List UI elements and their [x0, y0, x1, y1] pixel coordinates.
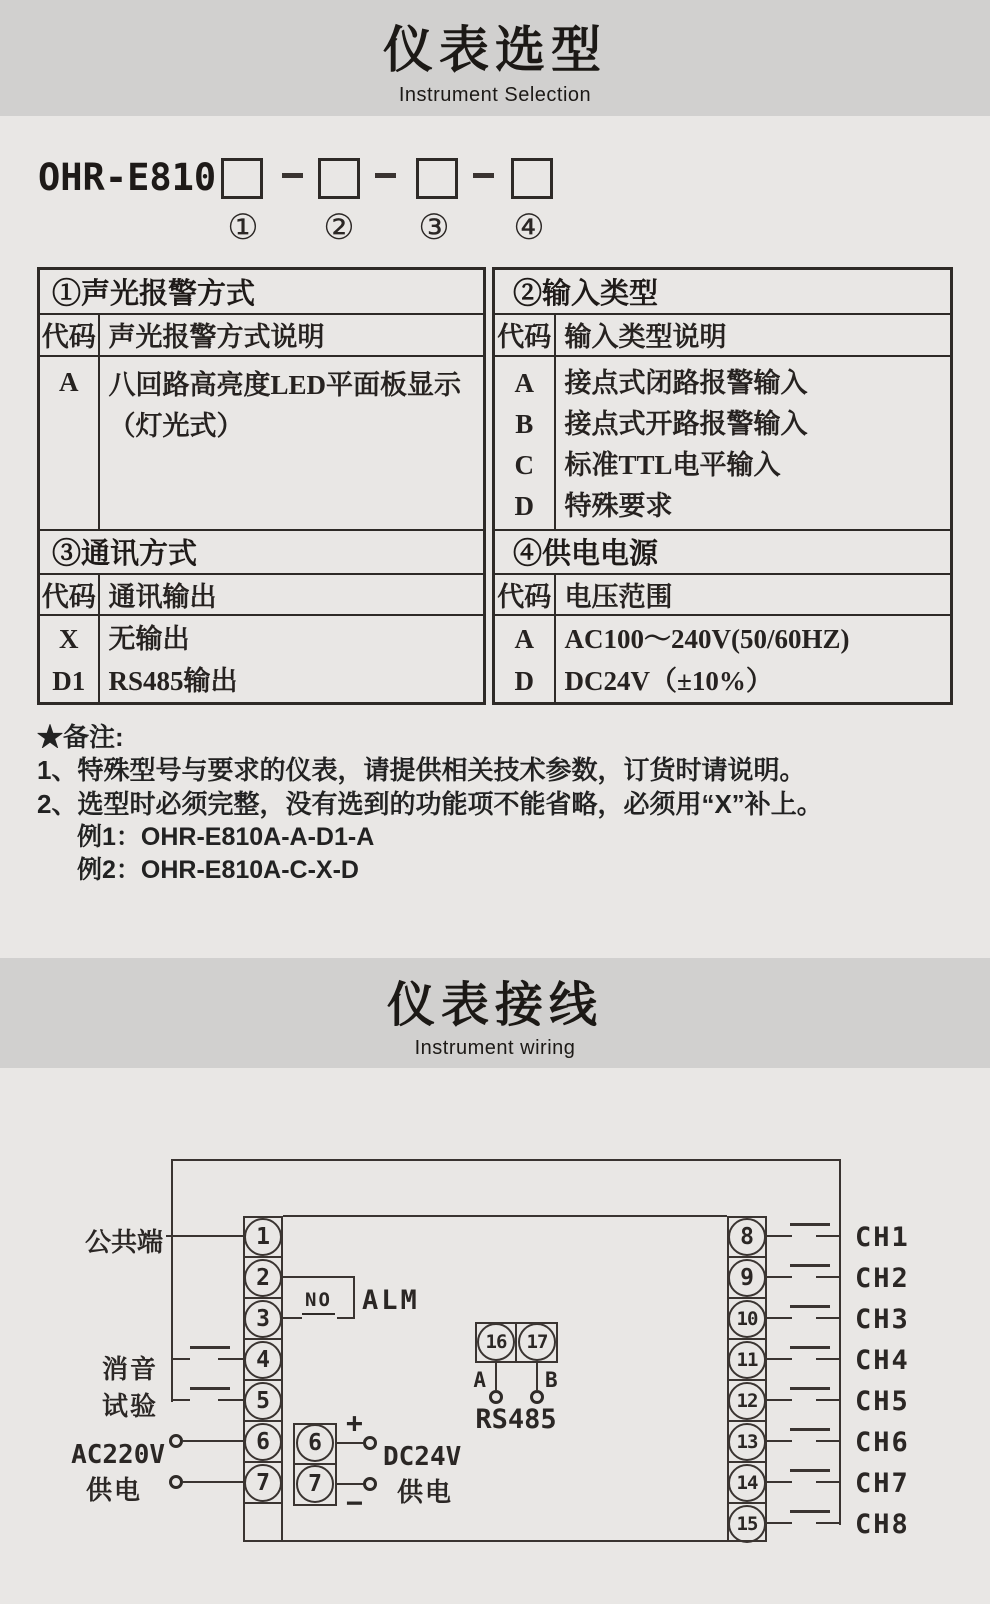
rs485-a-label: A	[473, 1368, 486, 1392]
note-example-1: 例1：OHR-E810A-A-D1-A	[77, 823, 375, 851]
terminal-5	[244, 1382, 282, 1420]
terminal-16-number: 16	[485, 1331, 507, 1353]
terminal-4	[244, 1341, 282, 1379]
left-strip-divider	[243, 1379, 283, 1381]
comm-desc-X: 无输出	[108, 623, 190, 654]
terminal-10	[728, 1300, 766, 1338]
ch3-wire-left	[767, 1317, 792, 1319]
input-type-header: ②输入类型	[494, 269, 952, 314]
comm-mode-header: ③通讯方式	[39, 530, 485, 574]
alarm-col-code: 代码	[39, 314, 99, 356]
power-code-D: D	[514, 665, 534, 696]
input-code-D: D	[514, 490, 534, 521]
alm-label: ALM	[362, 1285, 420, 1316]
terminal-17-number: 17	[526, 1331, 548, 1353]
ch4-wire-left	[767, 1358, 792, 1360]
selection-section	[0, 116, 990, 958]
right-strip-divider	[727, 1297, 767, 1299]
left-strip-divider	[243, 1297, 283, 1299]
terminal-5-number: 5	[256, 1388, 270, 1414]
alm-contact-left	[283, 1317, 302, 1319]
alm-box-right	[353, 1276, 355, 1319]
ac-wire-bottom	[183, 1481, 243, 1483]
right-strip-divider	[727, 1338, 767, 1340]
ch3-wire-right	[816, 1317, 839, 1319]
comm-code-X: X	[59, 623, 79, 654]
common-wire	[166, 1235, 243, 1237]
ch1-contact-bar	[790, 1223, 830, 1226]
rs485-lead-a	[495, 1363, 497, 1390]
dc-terminal-6	[296, 1424, 334, 1462]
dc-plus-sign: +	[346, 1406, 363, 1439]
dc-power-label-2: 供电	[397, 1477, 454, 1507]
ch1-label: CH1	[855, 1222, 910, 1253]
comm-code-D1: D1	[52, 665, 86, 696]
power-col-code: 代码	[494, 574, 555, 615]
terminal-12-number: 12	[736, 1390, 758, 1412]
dc-lug-minus	[363, 1477, 377, 1491]
bus-left-line	[171, 1159, 173, 1402]
terminal-11	[728, 1341, 766, 1379]
terminal-14	[728, 1464, 766, 1502]
dc-wire-plus	[335, 1442, 363, 1444]
terminal-9-number: 9	[740, 1265, 754, 1291]
terminal-8-number: 8	[740, 1224, 754, 1250]
ch5-wire-right	[816, 1399, 839, 1401]
selection-table-left	[37, 267, 486, 705]
left-strip-divider	[243, 1502, 283, 1504]
wiring-subtitle: Instrument wiring	[414, 1037, 576, 1059]
comm-desc-D1: RS485输出	[108, 665, 238, 696]
right-strip-divider	[727, 1461, 767, 1463]
alm-no-label: NO	[302, 1289, 335, 1315]
ch5-label: CH5	[855, 1386, 910, 1417]
common-terminal-label: 公共端	[84, 1227, 163, 1257]
note-line-1: 1、特殊型号与要求的仪表，请提供相关技术参数，订货时请说明。	[37, 755, 806, 785]
mute-wire-right	[218, 1358, 243, 1360]
ch8-wire-right	[816, 1522, 839, 1524]
terminal-2	[244, 1259, 282, 1297]
ch5-contact-bar	[790, 1387, 830, 1390]
terminal-11-number: 11	[736, 1349, 758, 1371]
test-contact-bar	[190, 1387, 230, 1390]
model-dash-1	[282, 173, 303, 178]
power-col-desc: 电压范围	[555, 574, 952, 615]
right-strip-divider	[727, 1256, 767, 1258]
terminal-3-number: 3	[256, 1306, 270, 1332]
terminal-13-number: 13	[736, 1431, 758, 1453]
bus-top-line	[171, 1159, 841, 1161]
ch4-label: CH4	[855, 1345, 910, 1376]
notes-title: ★备注:	[37, 722, 124, 752]
selection-table-right	[492, 267, 953, 705]
terminal-7-number: 7	[256, 1470, 270, 1496]
rs485-lug-a	[489, 1390, 503, 1404]
right-strip-divider	[727, 1420, 767, 1422]
ch5-wire-left	[767, 1399, 792, 1401]
terminal-13	[728, 1423, 766, 1461]
ch2-wire-right	[816, 1276, 839, 1278]
terminal-15	[728, 1505, 766, 1543]
ch1-wire-right	[816, 1235, 839, 1237]
dc-minus-sign: −	[346, 1486, 363, 1519]
terminal-3	[244, 1300, 282, 1338]
alarm-code-A: A	[39, 356, 99, 530]
power-code-A: A	[514, 623, 534, 654]
dc-power-label: DC24V	[383, 1442, 462, 1472]
ch7-wire-right	[816, 1481, 839, 1483]
ch3-label: CH3	[855, 1304, 910, 1335]
ch6-label: CH6	[855, 1427, 910, 1458]
ac-power-label: AC220V	[71, 1440, 165, 1470]
ch7-contact-bar	[790, 1469, 830, 1472]
mute-contact-bar	[190, 1346, 230, 1349]
selection-title: 仪表选型	[383, 21, 607, 78]
ch2-wire-left	[767, 1276, 792, 1278]
model-slot-box-1	[221, 158, 263, 199]
dc-terminal-7-number: 7	[308, 1471, 322, 1497]
model-dash-2	[375, 173, 396, 178]
slot-mark-4: ④	[513, 208, 545, 247]
dc-terminal-7	[296, 1465, 334, 1503]
terminal-10-number: 10	[736, 1308, 758, 1330]
right-strip-divider	[727, 1379, 767, 1381]
input-desc-A: 接点式闭路报警输入	[564, 367, 808, 398]
selection-header-band	[0, 0, 990, 116]
dc-lug-plus	[363, 1436, 377, 1450]
slot-mark-2: ②	[323, 208, 355, 247]
input-col-code: 代码	[494, 314, 555, 356]
ch7-label: CH7	[855, 1468, 910, 1499]
ch2-label: CH2	[855, 1263, 910, 1294]
alm-contact-right	[337, 1317, 355, 1319]
ac-power-label-2: 供电	[85, 1475, 142, 1505]
wiring-header-band	[0, 958, 990, 1068]
alarm-mode-header: ①声光报警方式	[39, 269, 485, 314]
ch6-wire-right	[816, 1440, 839, 1442]
ch1-wire-left	[767, 1235, 792, 1237]
terminal-17	[518, 1323, 556, 1361]
terminal-1	[244, 1218, 282, 1256]
model-slot-box-3	[416, 158, 458, 199]
note-line-2: 2、选型时必须完整，没有选到的功能项不能省略，必须用“X”补上。	[37, 789, 823, 819]
power-desc-D: DC24V（±10%）	[564, 665, 773, 696]
rs485-block-divider	[515, 1322, 517, 1363]
left-strip-divider	[243, 1256, 283, 1258]
rs485-label: RS485	[475, 1404, 557, 1435]
rs485-lead-b	[536, 1363, 538, 1390]
terminal-1-number: 1	[256, 1224, 270, 1250]
case-top-line	[283, 1215, 727, 1217]
case-bottom-line	[243, 1540, 767, 1542]
terminal-7	[244, 1464, 282, 1502]
ch6-wire-left	[767, 1440, 792, 1442]
ch6-contact-bar	[790, 1428, 830, 1431]
ch8-label: CH8	[855, 1509, 910, 1540]
slot-mark-1: ①	[227, 208, 259, 247]
wiring-title: 仪表接线	[386, 979, 603, 1032]
model-slot-box-2	[318, 158, 360, 199]
ch4-wire-right	[816, 1358, 839, 1360]
rs485-lug-b	[530, 1390, 544, 1404]
selection-subtitle: Instrument Selection	[398, 83, 592, 106]
mute-label: 消音	[102, 1354, 159, 1384]
mute-wire-left	[171, 1358, 190, 1360]
input-code-C: C	[514, 449, 534, 480]
terminal-2-number: 2	[256, 1265, 270, 1291]
input-code-A: A	[514, 367, 534, 398]
test-wire-left	[171, 1399, 190, 1401]
ac-lug-bottom	[169, 1475, 183, 1489]
alm-box-top	[283, 1276, 355, 1278]
left-strip-divider	[243, 1420, 283, 1422]
terminal-4-number: 4	[256, 1347, 270, 1373]
ac-lug-top	[169, 1434, 183, 1448]
slot-mark-3: ③	[418, 208, 450, 247]
terminal-12	[728, 1382, 766, 1420]
ch8-wire-left	[767, 1522, 792, 1524]
note-example-2: 例2：OHR-E810A-C-X-D	[77, 856, 359, 884]
test-wire-right	[218, 1399, 243, 1401]
alarm-desc-line1: 八回路高亮度LED平面板显示	[108, 369, 462, 400]
comm-col-code: 代码	[39, 574, 99, 615]
ch2-contact-bar	[790, 1264, 830, 1267]
right-strip-divider	[727, 1502, 767, 1504]
ch8-contact-bar	[790, 1510, 830, 1513]
wiring-diagram	[0, 1068, 990, 1604]
terminal-9	[728, 1259, 766, 1297]
rs485-b-label: B	[545, 1368, 558, 1392]
terminal-15-number: 15	[736, 1513, 758, 1535]
model-prefix: OHR-E810	[38, 156, 217, 199]
input-col-desc: 输入类型说明	[555, 314, 952, 356]
model-slot-box-4	[511, 158, 553, 199]
power-desc-A: AC100～240V(50/60HZ)	[564, 623, 850, 654]
ch3-contact-bar	[790, 1305, 830, 1308]
left-strip-divider	[243, 1338, 283, 1340]
ch4-contact-bar	[790, 1346, 830, 1349]
comm-col-desc: 通讯输出	[99, 574, 485, 615]
terminal-6	[244, 1423, 282, 1461]
input-code-B: B	[515, 408, 534, 439]
alarm-col-desc: 声光报警方式说明	[99, 314, 485, 356]
ch7-wire-left	[767, 1481, 792, 1483]
bus-right-line	[839, 1159, 841, 1525]
terminal-14-number: 14	[736, 1472, 758, 1494]
alarm-desc-line2: （灯光式）	[108, 410, 244, 441]
model-dash-3	[473, 173, 494, 178]
dc-terminal-6-number: 6	[308, 1430, 322, 1456]
terminal-16	[477, 1323, 515, 1361]
ac-wire-top	[183, 1440, 243, 1442]
input-desc-D: 特殊要求	[564, 490, 673, 521]
input-desc-C: 标准TTL电平输入	[564, 449, 781, 480]
left-strip-divider	[243, 1461, 283, 1463]
input-desc-B: 接点式开路报警输入	[564, 408, 808, 439]
terminal-6-number: 6	[256, 1429, 270, 1455]
terminal-8	[728, 1218, 766, 1256]
test-label: 试验	[102, 1391, 159, 1421]
dc-wire-minus	[335, 1483, 363, 1485]
power-header: ④供电电源	[494, 530, 952, 574]
